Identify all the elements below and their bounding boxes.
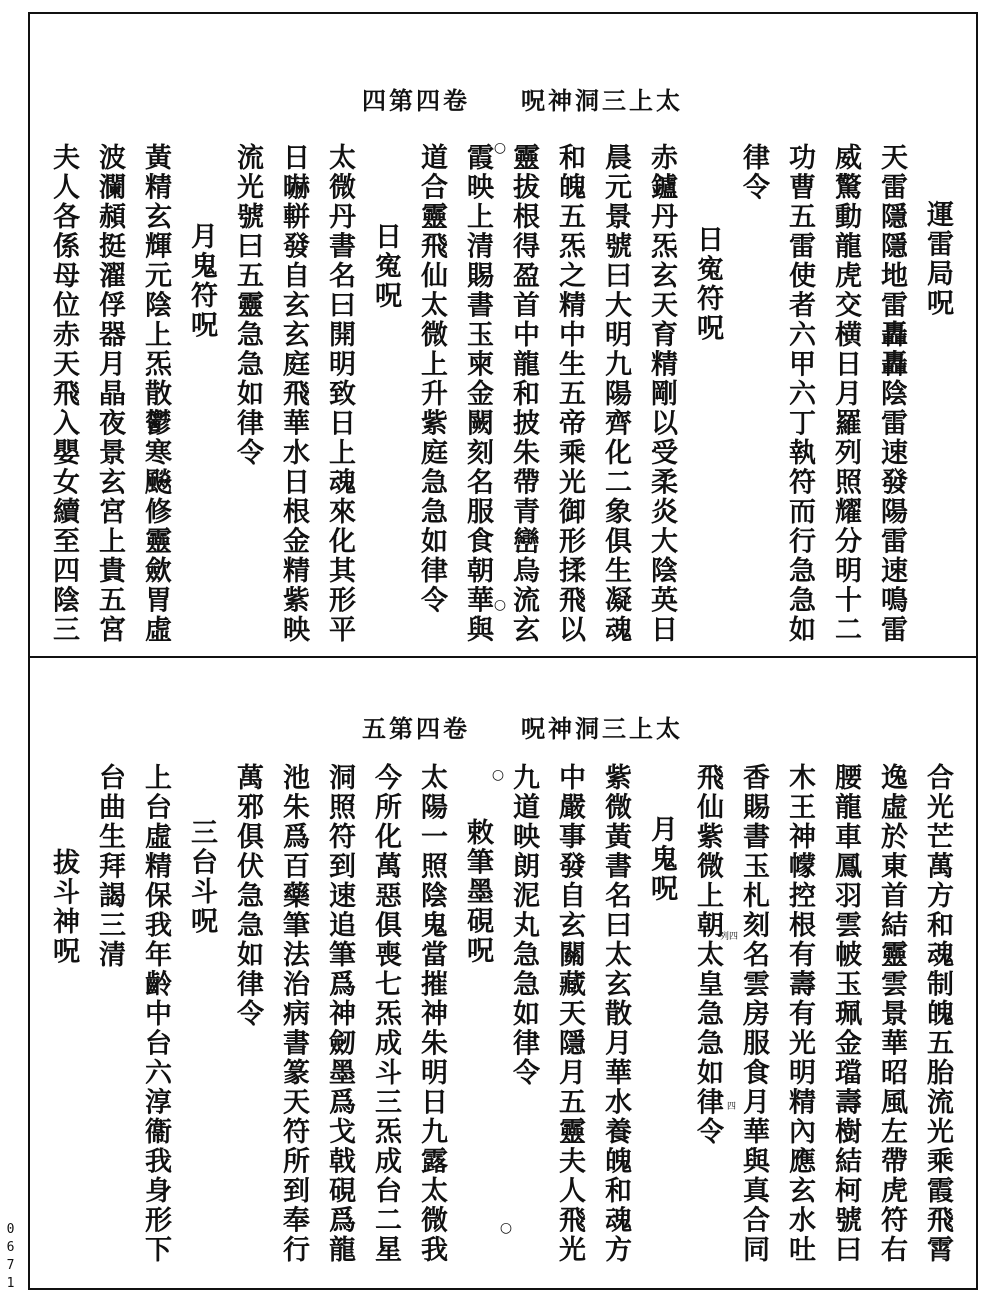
page-number: 0671 [3, 1222, 18, 1294]
section-title: 月鬼符呪 [186, 222, 217, 340]
bottom-header-volume: 卷四第五 [362, 714, 470, 743]
section-title: 運雷局呪 [922, 200, 953, 318]
text-column: 日㬨軿發自玄玄庭飛華水日根金精紫映 [278, 143, 309, 645]
page-divider [28, 656, 978, 658]
text-column: 律令 [738, 143, 769, 202]
text-column: 赤鑪丹炁玄天育精剛以受柔炎大陰英日 [646, 143, 677, 645]
text-column: 台曲生拜謁三清 [94, 763, 125, 970]
section-title: 拔斗神呪 [48, 848, 79, 966]
text-column: 霞映上清賜書玉柬金闕刻名服食朝華與 [462, 143, 493, 645]
section-title: 敕筆墨硯呪 [462, 818, 493, 966]
text-column: 合光芒萬方和魂制魄五胎流光乘霞飛霄 [922, 763, 953, 1265]
text-column: 紫微黃書名曰太玄散月華水養魄和魂方 [600, 763, 631, 1265]
text-column: 夫人各係母位赤天飛入嬰女續至四陰三 [48, 143, 79, 645]
text-column: 天雷隱隱地雷轟轟陰雷速發陽雷速鳴雷 [876, 143, 907, 645]
circle-mark: ○ [491, 767, 505, 783]
section-title: 三台斗呪 [186, 818, 217, 936]
marginal-annotation: 四 [727, 1102, 737, 1112]
top-header-volume: 卷四第四 [362, 86, 470, 115]
text-column: 靈拔根得盈首中龍和披朱帶青巒烏流玄 [508, 143, 539, 645]
text-column: 萬邪俱伏急急如律令 [232, 763, 263, 1029]
text-column: 中嚴事發自玄關藏天隱月五靈夫人飛光 [554, 763, 585, 1265]
text-column: 太陽一照陰鬼當摧神朱明日九露太微我 [416, 763, 447, 1265]
section-title: 日寃符呪 [692, 225, 723, 343]
top-header-title: 太上三洞神呪 [521, 86, 683, 115]
bottom-header-title: 太上三洞神呪 [521, 714, 683, 743]
text-column: 九道映朗泥丸急急如律令 [508, 763, 539, 1088]
section-title: 日寃呪 [370, 222, 401, 311]
section-title: 月鬼呪 [646, 815, 677, 904]
text-column: 池朱爲百藥筆法治病書篆天符所到奉行 [278, 763, 309, 1265]
text-column: 和魄五炁之精中生五帝乘光御形揉飛以 [554, 143, 585, 645]
text-column: 香賜書玉札刻名雲房服食月華與真合同 [738, 763, 769, 1265]
text-column: 上台虛精保我年齡中台六淳衞我身形下 [140, 763, 171, 1265]
text-column: 威驚動龍虎交横日月羅列照耀分明十二 [830, 143, 861, 645]
text-column: 功曹五雷使者六甲六丁執符而行急急如 [784, 143, 815, 645]
text-column: 太微丹書名曰開明致日上魂來化其形平 [324, 143, 355, 645]
text-column: 波瀾頳挺濯俘器月晶夜景玄宮上貴五宮 [94, 143, 125, 645]
text-column: 飛仙紫微上朝太皇急急如律令 [692, 763, 723, 1147]
text-column: 今所化萬惡俱喪七炁成斗三炁成台二星 [370, 763, 401, 1265]
marginal-annotation: 列四 [720, 932, 739, 942]
text-column: 逸虛於東首結靈雲景華昭風左帶虎符右 [876, 763, 907, 1265]
text-column: 道合靈飛仙太微上升紫庭急急如律令 [416, 143, 447, 615]
text-column: 洞照符到速追筆爲神劒墨爲戈戟硯爲龍 [324, 763, 355, 1265]
circle-mark: ○ [493, 140, 507, 156]
circle-mark: ○ [493, 597, 507, 613]
text-column: 黃精玄輝元陰上炁散鬱寒飈修靈歛胃虛 [140, 143, 171, 645]
text-column: 木王神幪控根有壽有光明精內應玄水吐 [784, 763, 815, 1265]
text-column: 流光號曰五靈急急如律令 [232, 143, 263, 468]
text-column: 晨元景號曰大明九陽齊化二象俱生凝魂 [600, 143, 631, 645]
circle-mark: ○ [499, 1220, 513, 1236]
text-column: 腰龍車鳳羽雲帔玉珮金璫壽樹結柯號曰 [830, 763, 861, 1265]
